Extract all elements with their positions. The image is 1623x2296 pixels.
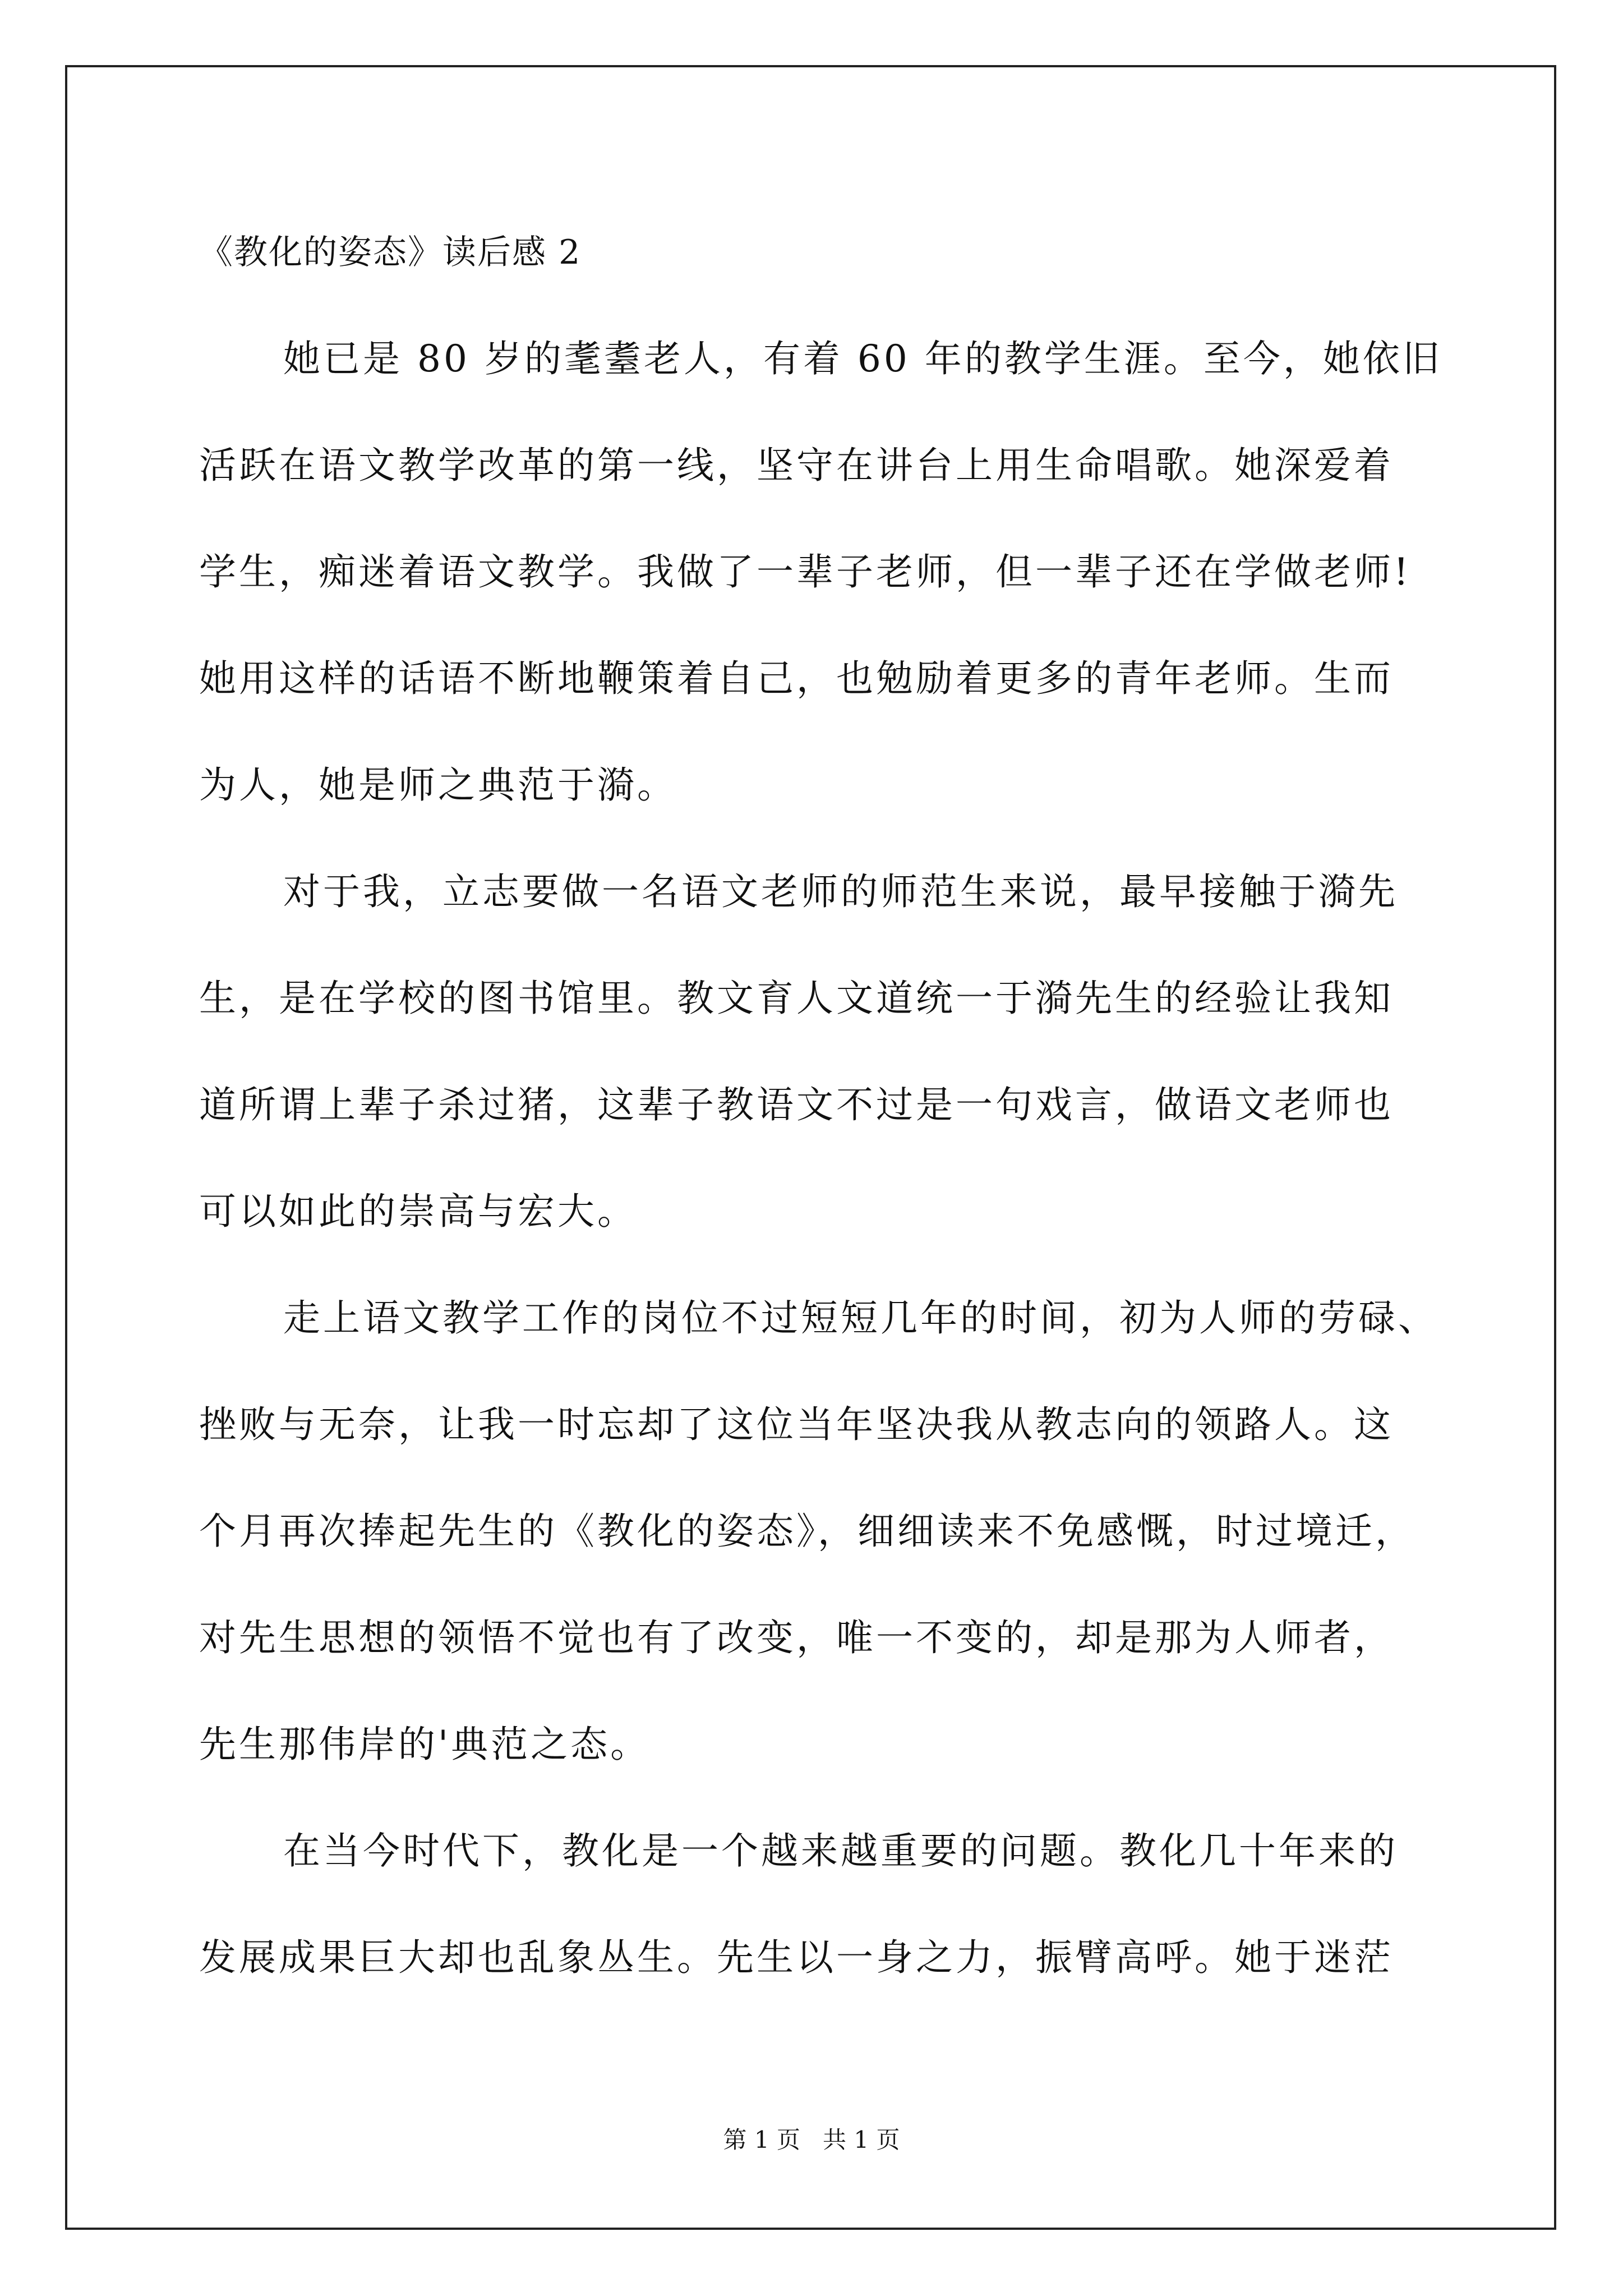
body-line: 道所谓上辈子杀过猪，这辈子教语文不过是一句戏言，做语文老师也 xyxy=(199,1083,1394,1126)
body-line: 挫败与无奈，让我一时忘却了这位当年坚决我从教志向的领路人。这 xyxy=(199,1403,1394,1446)
body-line: 活跃在语文教学改革的第一线，坚守在讲台上用生命唱歌。她深爱着 xyxy=(199,444,1394,487)
body-line: 对于我，立志要做一名语文老师的师范生来说，最早接触于漪先 xyxy=(283,870,1398,913)
body-line: 发展成果巨大却也乱象丛生。先生以一身之力，振臂高呼。她于迷茫 xyxy=(199,1936,1394,1979)
body-line: 生，是在学校的图书馆里。教文育人文道统一于漪先生的经验让我知 xyxy=(199,977,1394,1020)
body-line: 个月再次捧起先生的《教化的姿态》，细细读来不免感慨，时过境迁， xyxy=(199,1510,1415,1553)
body-line: 在当今时代下，教化是一个越来越重要的问题。教化几十年来的 xyxy=(283,1829,1398,1872)
body-line: 为人，她是师之典范于漪。 xyxy=(199,763,677,807)
body-line: 先生那伟岸的'典范之态。 xyxy=(199,1723,651,1766)
body-line: 她用这样的话语不断地鞭策着自己，也勉励着更多的青年老师。生而 xyxy=(199,657,1394,700)
page-footer: 第 1 页 共 1 页 xyxy=(723,2126,900,2154)
body-line: 走上语文教学工作的岗位不过短短几年的时间，初为人师的劳碌、 xyxy=(283,1296,1438,1340)
body-line: 可以如此的崇高与宏大。 xyxy=(199,1190,637,1233)
body-line: 对先生思想的领悟不觉也有了改变，唯一不变的，却是那为人师者， xyxy=(199,1616,1394,1659)
document-title: 《教化的姿态》读后感 2 xyxy=(199,233,582,272)
body-line: 她已是 80 岁的耄耋老人，有着 60 年的教学生涯。至今，她依旧 xyxy=(283,337,1442,380)
body-line: 学生，痴迷着语文教学。我做了一辈子老师，但一辈子还在学做老师! xyxy=(199,550,1412,593)
document-body xyxy=(199,331,1442,2036)
